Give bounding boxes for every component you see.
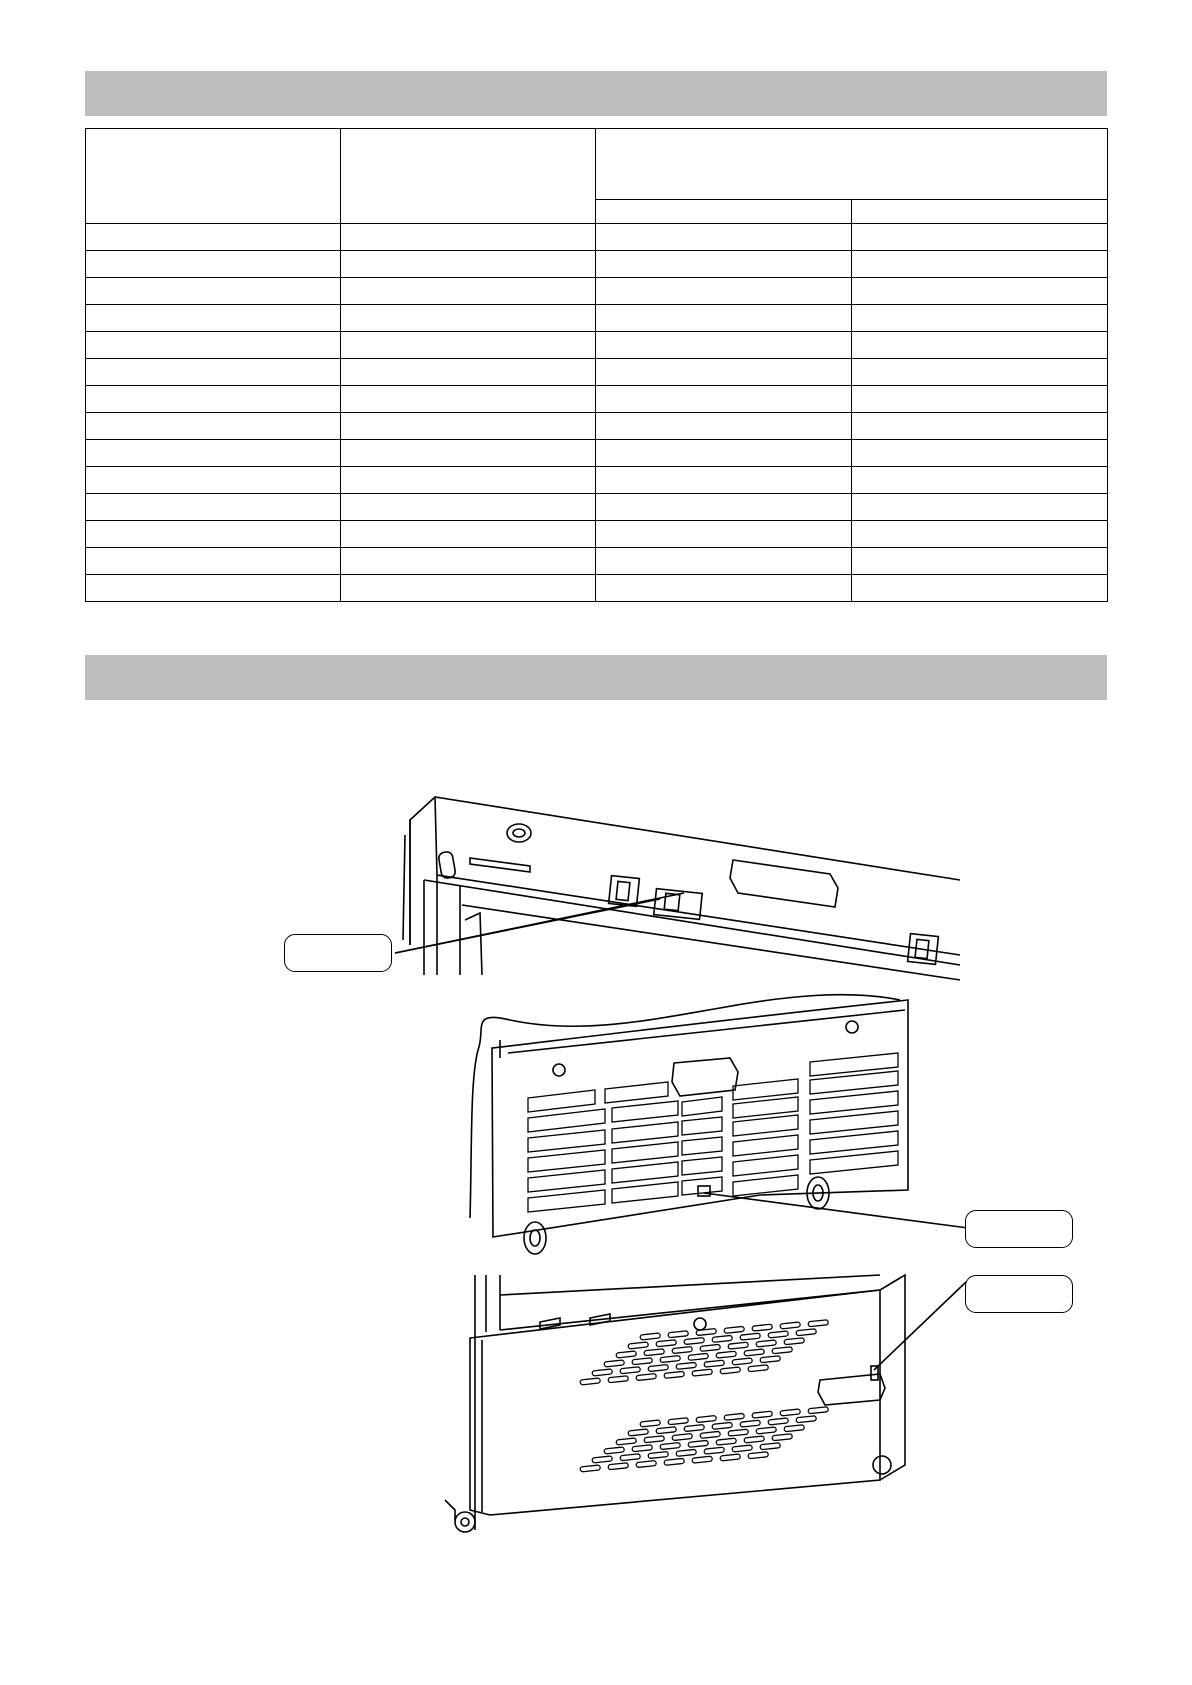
front-grille-drawing [470,995,968,1254]
callout-label-2 [965,1210,1073,1248]
callout-label-1 [284,934,392,972]
callout-label-3 [965,1275,1073,1313]
upper-cabinet-drawing [395,797,960,980]
lower-panel-drawing [445,1275,966,1532]
